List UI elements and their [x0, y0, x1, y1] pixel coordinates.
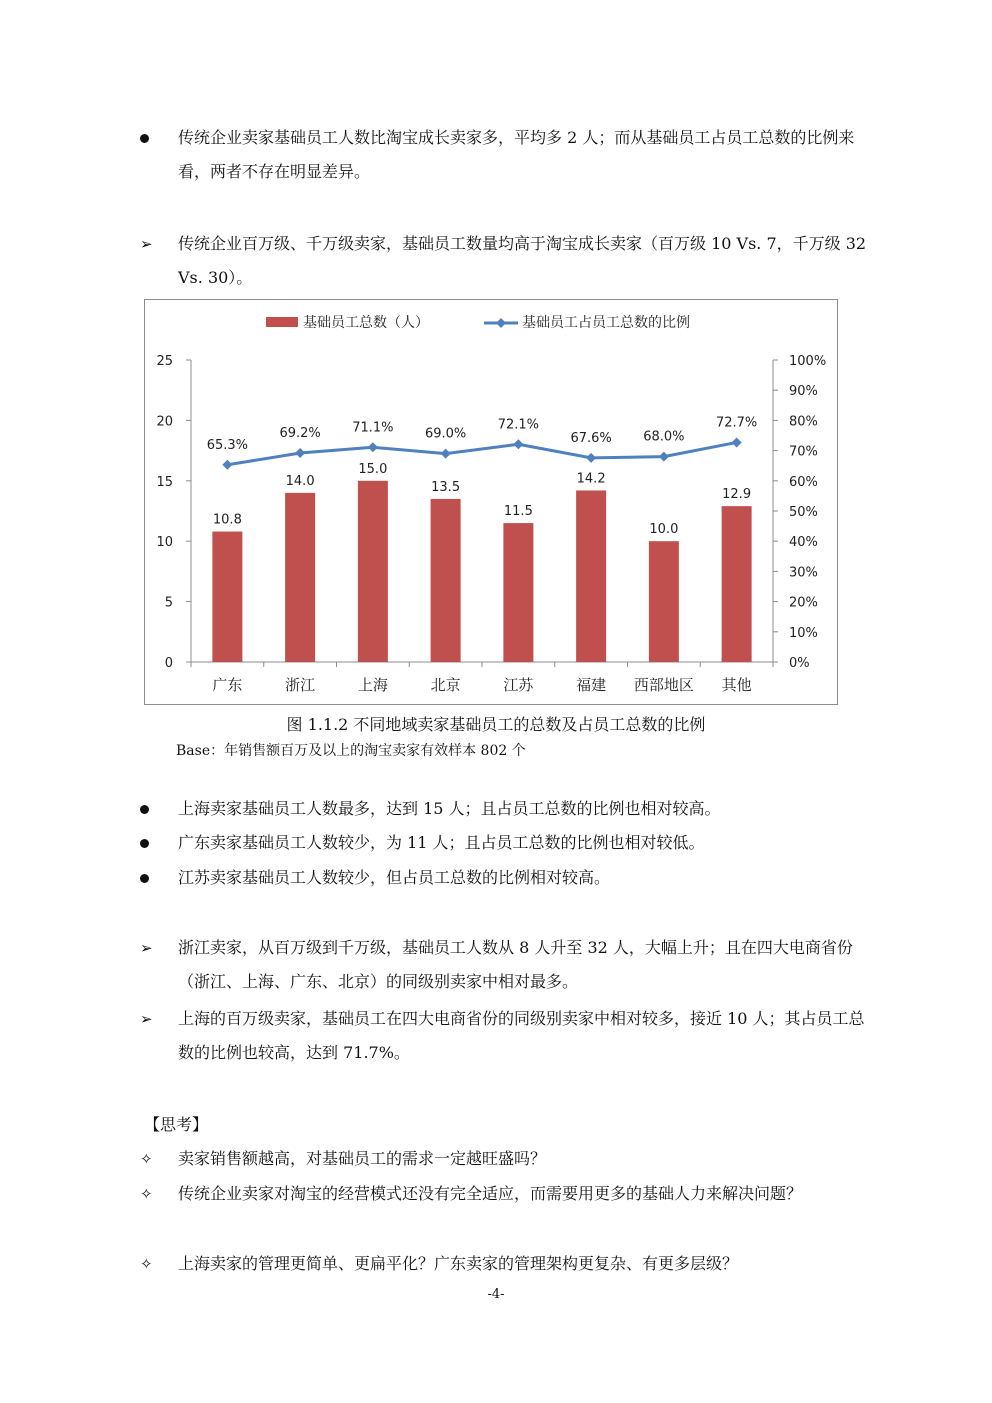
diamond-bullet-icon: ✧ [140, 1255, 153, 1273]
y-tick-label: 5 [164, 595, 173, 611]
x-tick-label: 北京 [430, 676, 461, 694]
line-point [659, 452, 669, 462]
y-tick-label: 0 [164, 656, 173, 671]
x-tick-label: 西部地区 [633, 676, 694, 694]
legend-line-label: 基础员工占员工总数的比例 [522, 315, 690, 331]
combo-chart [145, 300, 837, 704]
question-text: 卖家销售额越高，对基础员工的需求一定越旺盛吗？ [178, 1149, 547, 1168]
line-point [586, 453, 596, 463]
line-data-label: 72.7% [715, 415, 758, 431]
y-tick-label: 20 [156, 414, 173, 430]
line-data-label: 72.1% [497, 417, 540, 433]
line-point [513, 439, 523, 449]
paragraph-text: 传统企业卖家基础员工人数比淘宝成长卖家多，平均多 2 人；而从基础员工占员工总数的比例来看，两者不存在明显差异。 [178, 128, 855, 181]
y2-tick-label: 30% [789, 565, 818, 581]
bar [285, 493, 315, 662]
chart-container [144, 299, 838, 705]
y2-tick-label: 100% [789, 354, 827, 369]
page-number: -4- [487, 1287, 505, 1302]
bar-data-label: 13.5 [431, 479, 461, 495]
y2-tick-label: 70% [789, 444, 818, 460]
line-data-label: 68.0% [643, 429, 685, 445]
arrow-bullet-icon: ➢ [140, 235, 153, 253]
bar-data-label: 14.2 [576, 471, 606, 487]
y2-tick-label: 90% [789, 384, 818, 400]
bar [212, 532, 242, 662]
x-tick-label: 浙江 [285, 676, 316, 694]
bar [649, 541, 679, 662]
line-data-label: 65.3% [206, 437, 249, 453]
y-tick-label: 25 [156, 354, 173, 369]
diamond-bullet-icon: ✧ [140, 1185, 153, 1203]
line-data-label: 67.6% [570, 430, 612, 446]
line-point [368, 442, 378, 452]
paragraph-text: 广东卖家基础员工人数较少，为 11 人；且占员工总数的比例也相对较低。 [178, 833, 705, 852]
x-tick-label: 其他 [721, 676, 752, 694]
line-point [222, 460, 232, 470]
bar [431, 499, 461, 662]
bullet-dot-icon [140, 861, 170, 895]
bar-data-label: 10.8 [212, 512, 242, 528]
bar-data-label: 14.0 [285, 473, 315, 489]
y-tick-label: 10 [156, 535, 173, 551]
arrow-bullet-icon: ➢ [140, 1010, 153, 1028]
legend-bar-label: 基础员工总数（人） [303, 315, 429, 331]
y-tick-label: 15 [156, 474, 173, 490]
diamond-bullet-icon: ✧ [140, 1150, 153, 1168]
paragraph-text: 传统企业百万级、千万级卖家，基础员工数量均高于淘宝成长卖家（百万级 10 Vs. 7，千万级 32 Vs. 30）。 [178, 234, 867, 287]
arrow-bullet-icon: ➢ [140, 939, 153, 957]
y2-tick-label: 40% [789, 535, 818, 551]
bar-data-label: 11.5 [503, 504, 533, 520]
bar [722, 506, 752, 662]
y2-tick-label: 60% [789, 474, 818, 490]
figure-caption: 图 1.1.2 不同地域卖家基础员工的总数及占员工总数的比例 [286, 715, 706, 734]
bullet-dot-icon [140, 826, 170, 860]
think-title: 【思考】 [144, 1115, 209, 1134]
y2-tick-label: 10% [789, 625, 818, 641]
legend-line-marker [496, 318, 506, 328]
bullet-dot-icon [140, 121, 170, 155]
paragraph-text: 上海卖家基础员工人数最多，达到 15 人；且占员工总数的比例也相对较高。 [178, 799, 721, 818]
x-tick-label: 福建 [576, 676, 607, 694]
legend-bar-swatch [266, 317, 298, 327]
paragraph-text: 浙江卖家，从百万级到千万级，基础员工人数从 8 人升至 32 人，大幅上升；且在四大电商省份（浙江、上海、广东、北京）的同级别卖家中相对最多。 [178, 938, 853, 991]
line-data-label: 71.1% [352, 420, 394, 436]
y2-tick-label: 0% [789, 656, 810, 671]
line-point [295, 448, 305, 458]
line-point [441, 449, 451, 459]
bar-data-label: 10.0 [649, 522, 679, 538]
y2-tick-label: 20% [789, 595, 818, 611]
bar-data-label: 12.9 [722, 487, 752, 503]
x-tick-label: 广东 [212, 676, 243, 694]
bar [503, 523, 533, 662]
line-data-label: 69.0% [424, 426, 467, 442]
x-tick-label: 江苏 [503, 676, 534, 694]
line-point [732, 437, 742, 447]
line-data-label: 69.2% [279, 426, 321, 442]
paragraph-text: 上海的百万级卖家，基础员工在四大电商省份的同级别卖家中相对较多，接近 10 人；其占员工总数的比例也较高，达到 71.7%。 [178, 1009, 865, 1062]
question-text: 传统企业卖家对淘宝的经营模式还没有完全适应，而需要用更多的基础人力来解决问题？ [178, 1184, 803, 1203]
x-tick-label: 上海 [357, 676, 388, 694]
bar [576, 490, 606, 662]
base-note: Base：年销售额百万及以上的淘宝卖家有效样本 802 个 [176, 743, 526, 759]
bar [358, 481, 388, 662]
question-text: 上海卖家的管理更简单、更扁平化？广东卖家的管理架构更复杂、有更多层级？ [178, 1254, 739, 1273]
bullet-dot-icon [140, 792, 170, 826]
bar-data-label: 15.0 [358, 461, 388, 477]
paragraph-text: 江苏卖家基础员工人数较少，但占员工总数的比例相对较高。 [178, 868, 611, 887]
y2-tick-label: 50% [789, 505, 818, 520]
y2-tick-label: 80% [789, 414, 818, 430]
